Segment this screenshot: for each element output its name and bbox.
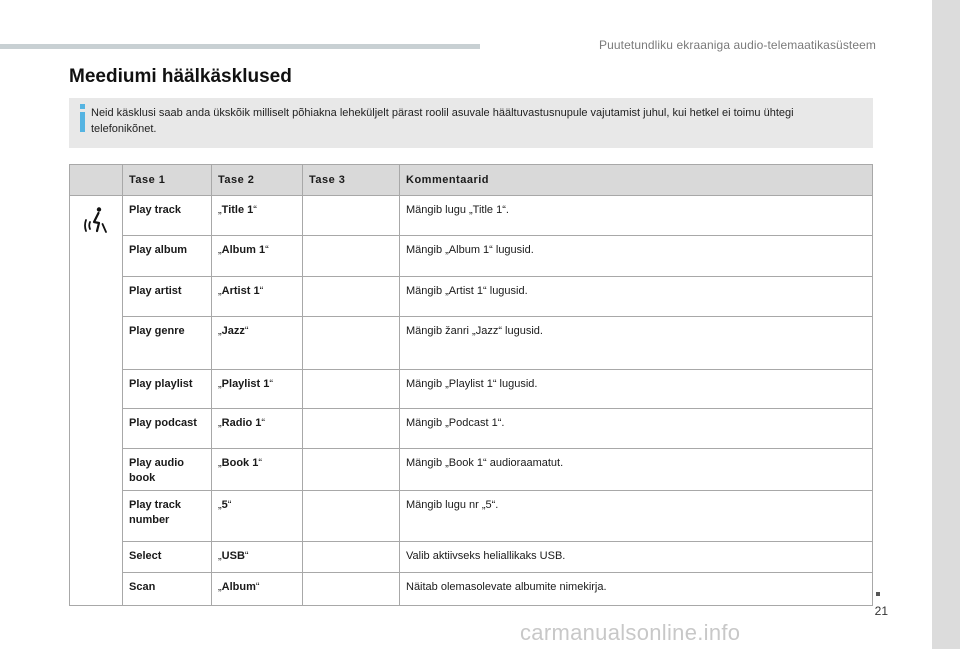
table-row [70, 409, 873, 449]
page-edge-strip [932, 0, 960, 649]
table-row [70, 542, 873, 573]
cell-comment: Näitab olemasolevate albumite nimekirja. [400, 573, 873, 606]
table-header-level2: Tase 2 [212, 165, 303, 196]
cell-level2: „Radio 1“ [212, 409, 303, 449]
cell-level3 [303, 573, 400, 606]
table-header-level3: Tase 3 [303, 165, 400, 196]
cell-level2: „Jazz“ [212, 317, 303, 370]
cell-level1: Play artist [123, 277, 212, 317]
cell-level3 [303, 317, 400, 370]
cell-level2: „Book 1“ [212, 449, 303, 491]
cell-comment: Mängib „Book 1“ audioraamatut. [400, 449, 873, 491]
voice-command-icon [83, 206, 109, 234]
cell-comment: Mängib „Artist 1“ lugusid. [400, 277, 873, 317]
table-row [70, 277, 873, 317]
info-icon [78, 104, 88, 132]
cell-level3 [303, 196, 400, 236]
page-number: 21 [874, 604, 888, 618]
cell-level1: Play album [123, 236, 212, 277]
cell-comment: Mängib žanri „Jazz“ lugusid. [400, 317, 873, 370]
table-header-level1: Tase 1 [123, 165, 212, 196]
cell-level2: „Album“ [212, 573, 303, 606]
cell-level1: Play track number [123, 491, 212, 542]
cell-comment: Mängib „Playlist 1“ lugusid. [400, 370, 873, 409]
cell-level2: „5“ [212, 491, 303, 542]
cell-level3 [303, 449, 400, 491]
watermark: carmanualsonline.info [520, 620, 741, 645]
cell-level3 [303, 542, 400, 573]
info-text: Neid käsklusi saab anda ükskõik milliselt põhiakna leheküljelt pärast roolil asuvale häältuvastusnupule vajutamist juhul, kui hetkel ei toimu ühtegi telefonikõnet. [91, 107, 794, 135]
cell-level1: Scan [123, 573, 212, 606]
cell-comment: Mängib „Album 1“ lugusid. [400, 236, 873, 277]
cell-level1: Play podcast [123, 409, 212, 449]
table-header-comment: Kommentaarid [400, 165, 873, 196]
cell-comment: Valib aktiivseks heliallikaks USB. [400, 542, 873, 573]
cell-level3 [303, 409, 400, 449]
cell-comment: Mängib lugu „Title 1“. [400, 196, 873, 236]
cell-level1: Play genre [123, 317, 212, 370]
cell-level3 [303, 370, 400, 409]
cell-comment: Mängib „Podcast 1“. [400, 409, 873, 449]
header-rule [0, 44, 480, 49]
table-row [70, 449, 873, 491]
cell-level3 [303, 277, 400, 317]
page-title: Meediumi häälkäsklused [69, 66, 292, 87]
cell-level1: Play track [123, 196, 212, 236]
voice-command-icon-cell [70, 196, 123, 606]
table-row [70, 196, 873, 236]
table-header-icon [70, 165, 123, 196]
cell-level3 [303, 491, 400, 542]
running-header: Puutetundliku ekraaniga audio-telemaatikasüsteem [599, 38, 876, 52]
table-row [70, 491, 873, 542]
cell-level3 [303, 236, 400, 277]
page-marker [876, 592, 880, 596]
table-row [70, 370, 873, 409]
table-row [70, 317, 873, 370]
cell-level2: „Title 1“ [212, 196, 303, 236]
cell-level1: Select [123, 542, 212, 573]
table-row [70, 573, 873, 606]
info-box [69, 98, 873, 148]
cell-comment: Mängib lugu nr „5“. [400, 491, 873, 542]
cell-level2: „Playlist 1“ [212, 370, 303, 409]
voice-commands-table [69, 164, 873, 606]
cell-level2: „USB“ [212, 542, 303, 573]
cell-level1: Play audio book [123, 449, 212, 491]
cell-level1: Play playlist [123, 370, 212, 409]
table-header-row [70, 165, 873, 196]
table-row [70, 236, 873, 277]
cell-level2: „Artist 1“ [212, 277, 303, 317]
cell-level2: „Album 1“ [212, 236, 303, 277]
